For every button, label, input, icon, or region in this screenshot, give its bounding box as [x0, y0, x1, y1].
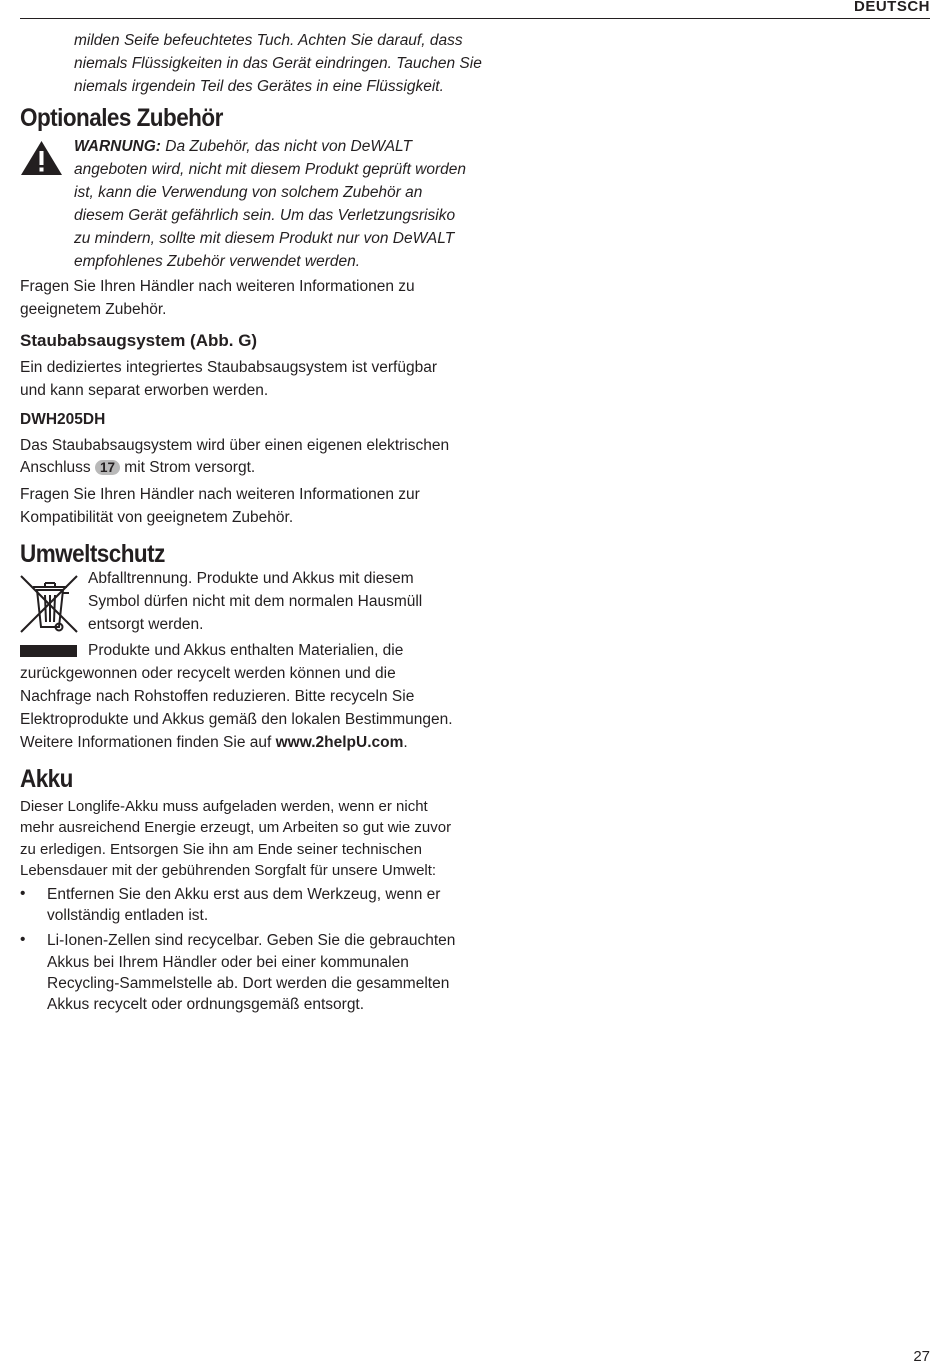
bullet-2-line-2: Akkus bei Ihrem Händler oder bei einer kommunalen — [47, 954, 409, 971]
header-rule — [20, 18, 930, 19]
bullet-2-line-4: Akkus recycelt oder ordnungsgemäß entsorgt. — [47, 996, 365, 1013]
bullet-marker-2: • — [20, 931, 26, 948]
warning-line-1: WARNUNG: Da Zubehör, das nicht von DeWALT — [74, 138, 412, 155]
crossed-out-bin-icon — [19, 573, 79, 635]
dealer-info-line-2: geeignetem Zubehör. — [20, 301, 167, 318]
recycle-line-1: Produkte und Akkus enthalten Materialien, die — [88, 642, 404, 659]
warning-triangle-icon — [20, 140, 63, 176]
dust-text-line-2: und kann separat erworben werden. — [20, 382, 269, 399]
separation-line-1: Abfalltrennung. Produkte und Akkus mit diesem — [88, 570, 414, 587]
warning-label: WARNUNG: — [74, 138, 161, 155]
bullet-1-line-2: vollständig entladen ist. — [47, 907, 209, 924]
battery-intro-line-4: Lebensdauer mit der gebührenden Sorgfalt für unsere Umwelt: — [20, 862, 437, 879]
battery-intro-line-1: Dieser Longlife-Akku muss aufgeladen werden, wenn er nicht — [20, 798, 428, 815]
dust-text-line-1: Ein dediziertes integriertes Staubabsaugsystem ist verfügbar — [20, 359, 437, 376]
bullet-2-line-3: Recycling-Sammelstelle ab. Dort werden die gesammelten — [47, 975, 450, 992]
bullet-2-line-1: Li-Ionen-Zellen sind recycelbar. Geben Sie die gebrauchten — [47, 932, 456, 949]
more-info-line: Weitere Informationen finden Sie auf www.2helpU.com. — [20, 734, 408, 751]
power-line-2: Anschluss 17 mit Strom versorgt. — [20, 459, 256, 476]
heading-environment: Umweltschutz — [20, 540, 165, 568]
model-number: DWH205DH — [20, 411, 106, 428]
intro-line-2: niemals Flüssigkeiten in das Gerät eindringen. Tauchen Sie — [74, 55, 482, 72]
battery-intro-line-2: mehr ausreichend Energie erzeugt, um Arbeiten so gut wie zuvor — [20, 819, 452, 836]
recycle-line-3: Nachfrage nach Rohstoffen reduzieren. Bitte recyceln Sie — [20, 688, 415, 705]
recycle-line-4: Elektroprodukte und Akkus gemäß den lokalen Bestimmungen. — [20, 711, 453, 728]
heading-dust-system: Staubabsaugsystem (Abb. G) — [20, 331, 258, 350]
separation-line-3: entsorgt werden. — [88, 616, 204, 633]
compat-line-1: Fragen Sie Ihren Händler nach weiteren Informationen zur — [20, 486, 420, 503]
bullet-marker-1: • — [20, 885, 26, 902]
heading-optional-accessories: Optionales Zubehör — [20, 104, 223, 132]
compat-line-2: Kompatibilität von geeignetem Zubehör. — [20, 509, 294, 526]
dealer-info-line-1: Fragen Sie Ihren Händler nach weiteren Informationen zu — [20, 278, 415, 295]
website-link[interactable]: www.2helpU.com — [275, 734, 404, 751]
header-language: DEUTSCH — [853, 0, 930, 15]
page-number: 27 — [913, 1348, 930, 1365]
intro-line-1: milden Seife befeuchtetes Tuch. Achten Sie darauf, dass — [74, 32, 463, 49]
warning-line-3: ist, kann die Verwendung von solchem Zubehör an — [74, 184, 423, 201]
separation-line-2: Symbol dürfen nicht mit dem normalen Hausmüll — [88, 593, 423, 610]
power-line-1: Das Staubabsaugsystem wird über einen eigenen elektrischen — [20, 437, 450, 454]
heading-battery: Akku — [20, 765, 73, 793]
recycle-line-2: zurückgewonnen oder recycelt werden können und die — [20, 665, 396, 682]
bullet-1-line-1: Entfernen Sie den Akku erst aus dem Werkzeug, wenn er — [47, 886, 441, 903]
warning-line-4: diesem Gerät gefährlich sein. Um das Verletzungsrisiko — [74, 207, 456, 224]
callout-badge: 17 — [95, 460, 120, 475]
intro-line-3: niemals irgendein Teil des Gerätes in eine Flüssigkeit. — [74, 78, 444, 95]
warning-line-6: empfohlenes Zubehör verwendet werden. — [74, 253, 361, 270]
recycling-bar-icon — [20, 645, 77, 657]
battery-intro-line-3: zu erledigen. Entsorgen Sie ihn am Ende seiner technischen — [20, 841, 422, 858]
warning-line-5: zu mindern, sollte mit diesem Produkt nur von DeWALT — [74, 230, 455, 247]
warning-line-2: angeboten wird, nicht mit diesem Produkt geprüft worden — [74, 161, 467, 178]
